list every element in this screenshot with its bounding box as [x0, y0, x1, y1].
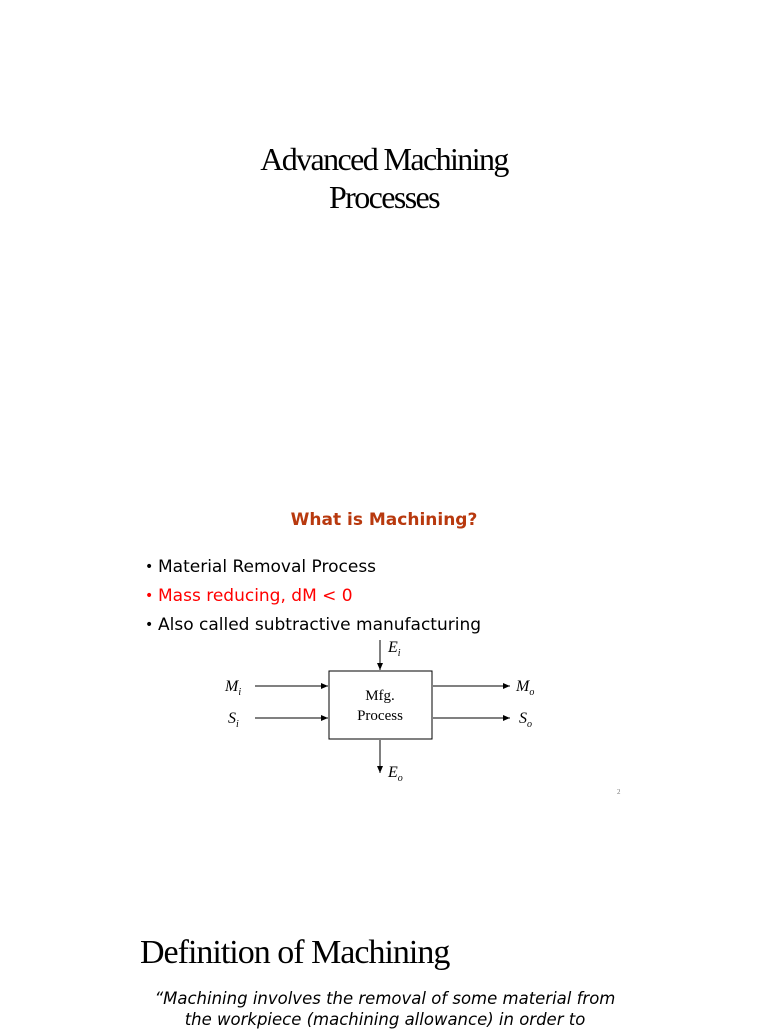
mass-in-label: $M_i$	[225, 678, 242, 698]
slide-title: Definition of Machining	[140, 934, 450, 971]
process-diagram	[0, 480, 768, 820]
bullet-text: Material Removal Process	[158, 557, 377, 577]
state-in-label: $S_i$	[228, 710, 239, 730]
energy-out-label: $E_o$	[388, 764, 403, 784]
slide-what-is-machining	[0, 480, 768, 820]
bullet-text: Mass reducing, dM < 0	[158, 586, 353, 606]
slide-heading: What is Machining?	[290, 510, 478, 530]
title-line-2: Processes	[328, 179, 440, 215]
slide-title	[0, 0, 768, 480]
energy-in-label: $E_i$	[388, 639, 401, 659]
mass-out-label: $M_o$	[516, 678, 535, 698]
presentation-title	[0, 140, 768, 216]
process-box	[329, 671, 432, 739]
process-label-line-2: Process	[357, 708, 403, 724]
quote-line-2: the workpiece (machining allowance) in order to	[184, 1010, 586, 1029]
bullet-dot: •	[145, 559, 154, 575]
bullet-dot: •	[145, 588, 154, 604]
quote-line-1: “Machining involves the removal of some material from	[154, 989, 616, 1008]
process-label-line-1: Mfg.	[365, 688, 395, 704]
title-line-1: Advanced Machining	[260, 141, 508, 177]
page-number: 2	[617, 788, 621, 796]
bullet-dot: •	[145, 617, 154, 633]
bullet-text: Also called subtractive manufacturing	[158, 615, 482, 635]
state-out-label: $S_o$	[519, 710, 532, 730]
slide-definition	[0, 900, 768, 1029]
